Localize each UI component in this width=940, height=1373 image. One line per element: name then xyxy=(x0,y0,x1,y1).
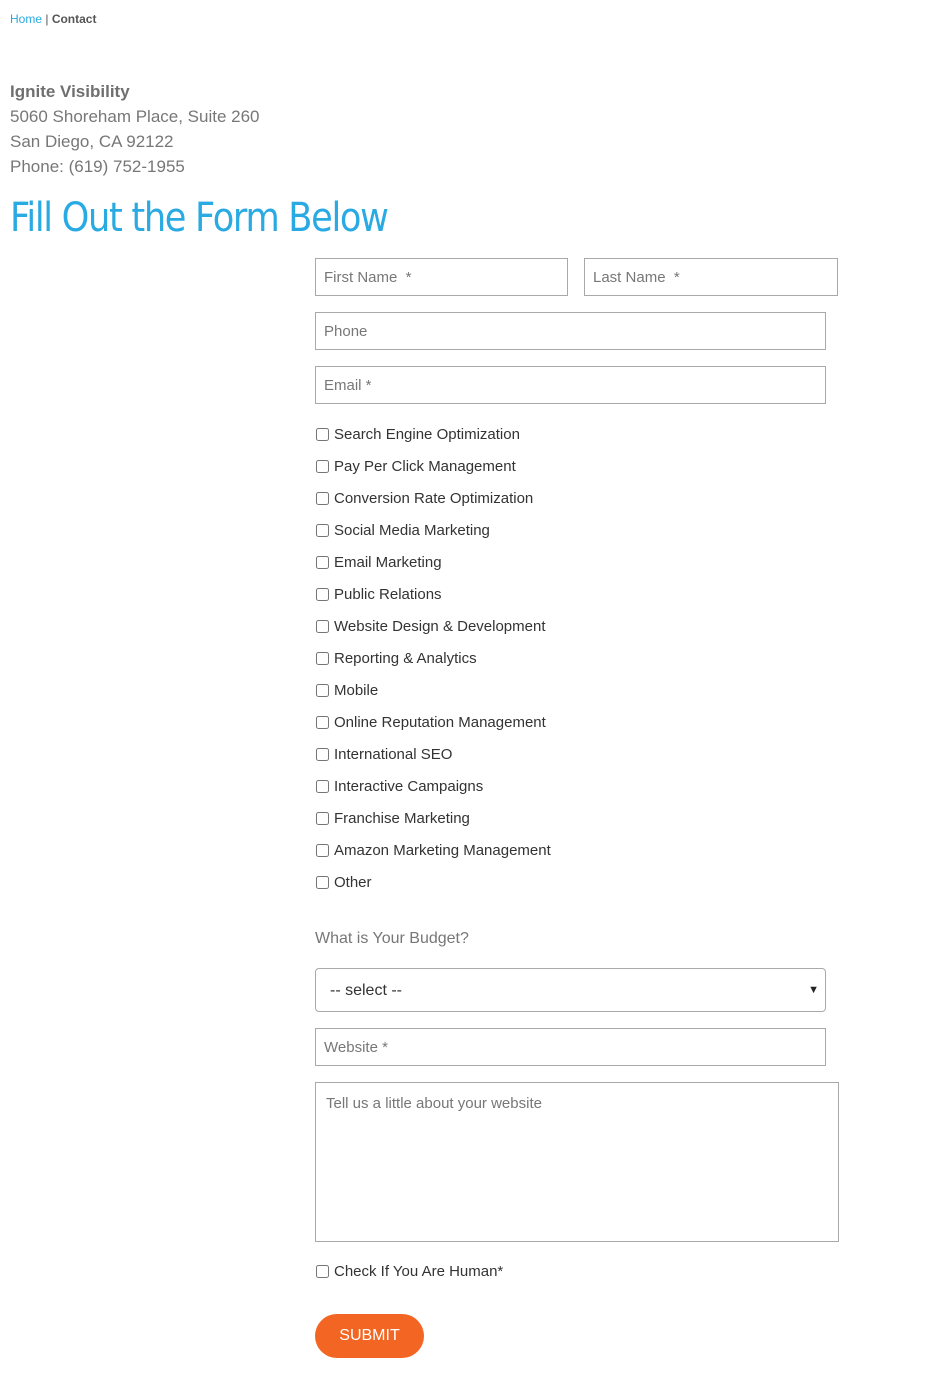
service-checkbox[interactable] xyxy=(316,844,329,857)
service-option[interactable] xyxy=(315,866,551,898)
service-checkbox[interactable] xyxy=(316,428,329,441)
caret-down-icon: ▼ xyxy=(808,984,819,996)
service-label: Conversion Rate Optimization xyxy=(334,489,534,507)
services-checkbox-list xyxy=(315,418,551,898)
service-option[interactable] xyxy=(315,546,551,578)
service-checkbox[interactable] xyxy=(316,524,329,537)
service-option[interactable] xyxy=(315,802,551,834)
service-option[interactable] xyxy=(315,514,551,546)
service-label: Online Reputation Management xyxy=(334,713,546,731)
service-option[interactable] xyxy=(315,482,551,514)
service-checkbox[interactable] xyxy=(316,492,329,505)
service-checkbox[interactable] xyxy=(316,780,329,793)
service-checkbox[interactable] xyxy=(316,652,329,665)
email-input[interactable] xyxy=(315,366,826,404)
service-label: Other xyxy=(334,873,372,891)
page-title: Fill Out the Form Below xyxy=(10,195,388,241)
budget-label: What is Your Budget? xyxy=(315,930,469,947)
service-checkbox[interactable] xyxy=(316,556,329,569)
about-website-textarea[interactable] xyxy=(315,1082,839,1242)
service-option[interactable] xyxy=(315,738,551,770)
address-city: San Diego, CA 92122 xyxy=(10,132,174,151)
service-checkbox[interactable] xyxy=(316,588,329,601)
first-name-input[interactable] xyxy=(315,258,568,296)
service-option[interactable] xyxy=(315,418,551,450)
service-option[interactable] xyxy=(315,706,551,738)
address-street: 5060 Shoreham Place, Suite 260 xyxy=(10,107,260,126)
breadcrumb-home-link[interactable]: Home xyxy=(10,12,43,26)
service-label: Amazon Marketing Management xyxy=(334,841,551,859)
service-option[interactable] xyxy=(315,642,551,674)
service-checkbox[interactable] xyxy=(316,684,329,697)
service-label: Reporting & Analytics xyxy=(334,649,477,667)
breadcrumb-current: Contact xyxy=(51,12,97,26)
service-label: Website Design & Development xyxy=(334,617,546,635)
service-label: International SEO xyxy=(334,745,453,763)
service-label: Social Media Marketing xyxy=(334,521,490,539)
service-checkbox[interactable] xyxy=(316,876,329,889)
address-block xyxy=(10,79,260,179)
budget-select[interactable] xyxy=(315,968,826,1012)
submit-button[interactable]: SUBMIT xyxy=(315,1314,424,1358)
address-phone: Phone: (619) 752-1955 xyxy=(10,157,185,176)
service-checkbox[interactable] xyxy=(316,460,329,473)
human-checkbox[interactable] xyxy=(316,1265,329,1278)
phone-input[interactable] xyxy=(315,312,826,350)
breadcrumb xyxy=(10,12,96,26)
service-checkbox[interactable] xyxy=(316,620,329,633)
service-checkbox[interactable] xyxy=(316,748,329,761)
service-option[interactable] xyxy=(315,674,551,706)
website-input[interactable] xyxy=(315,1028,826,1066)
service-option[interactable] xyxy=(315,834,551,866)
service-option[interactable] xyxy=(315,450,551,482)
service-label: Franchise Marketing xyxy=(334,809,470,827)
budget-select-value: -- select -- xyxy=(330,982,402,999)
service-label: Search Engine Optimization xyxy=(334,425,520,443)
human-check-label: Check If You Are Human* xyxy=(334,1262,504,1280)
human-check[interactable] xyxy=(315,1256,503,1286)
service-label: Email Marketing xyxy=(334,553,442,571)
service-option[interactable] xyxy=(315,770,551,802)
service-label: Mobile xyxy=(334,681,379,699)
last-name-input[interactable] xyxy=(584,258,838,296)
breadcrumb-separator: | xyxy=(42,12,52,26)
service-option[interactable] xyxy=(315,578,551,610)
service-checkbox[interactable] xyxy=(316,812,329,825)
company-name: Ignite Visibility xyxy=(10,82,130,101)
service-option[interactable] xyxy=(315,610,551,642)
service-label: Pay Per Click Management xyxy=(334,457,516,475)
service-label: Public Relations xyxy=(334,585,442,603)
service-checkbox[interactable] xyxy=(316,716,329,729)
service-label: Interactive Campaigns xyxy=(334,777,484,795)
